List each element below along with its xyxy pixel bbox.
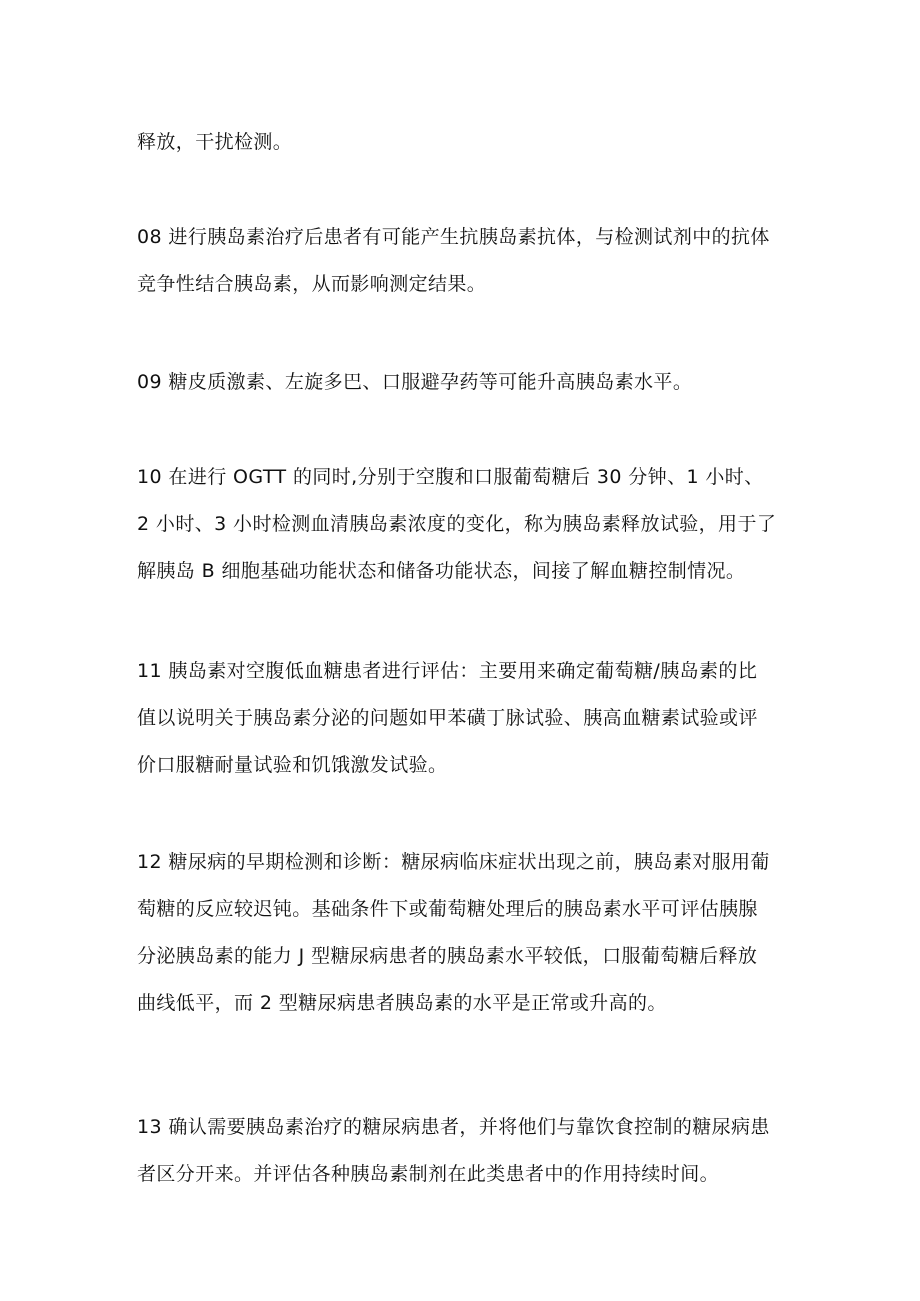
text-line: 释放，干扰检测。 (137, 131, 293, 153)
paragraph-08 (137, 225, 797, 296)
text-line: 价口服糖耐量试验和饥饿激发试验。 (137, 754, 448, 776)
text-line: 13 确认需要胰岛素治疗的糖尿病患者，并将他们与靠饮食控制的糖尿病患 (137, 1116, 770, 1138)
text-line: 08 进行胰岛素治疗后患者有可能产生抗胰岛素抗体，与检测试剂中的抗体 (137, 226, 770, 248)
text-line: 萄糖的反应较迟钝。基础条件下或葡萄糖处理后的胰岛素水平可评估胰腺 (137, 898, 758, 920)
text-line: 分泌胰岛素的能力 J 型糖尿病患者的胰岛素水平较低，口服葡萄糖后释放 (137, 945, 758, 967)
paragraph-09 (137, 370, 797, 394)
text-line: 值以说明关于胰岛素分泌的问题如甲苯磺丁脉试验、胰高血糖素试验或评 (137, 707, 758, 729)
paragraph-11 (137, 659, 797, 777)
text-line: 竞争性结合胰岛素，从而影响测定结果。 (137, 273, 487, 295)
text-line: 11 胰岛素对空腹低血糖患者进行评估：主要用来确定葡萄糖/胰岛素的比 (137, 660, 758, 682)
text-line: 者区分开来。并评估各种胰岛素制剂在此类患者中的作用持续时间。 (137, 1163, 720, 1185)
text-line: 12 糖尿病的早期检测和诊断：糖尿病临床症状出现之前，胰岛素对服用葡 (137, 851, 770, 873)
text-line: 2 小时、3 小时检测血清胰岛素浓度的变化，称为胰岛素释放试验，用于了 (137, 513, 777, 535)
text-line: 解胰岛 B 细胞基础功能状态和储备功能状态，间接了解血糖控制情况。 (137, 560, 746, 582)
paragraph-12 (137, 850, 797, 1015)
paragraph-10 (137, 465, 797, 583)
text-line: 曲线低平，而 2 型糖尿病患者胰岛素的水平是正常或升高的。 (137, 992, 667, 1014)
paragraph-13 (137, 1115, 797, 1186)
text-line: 09 糖皮质激素、左旋多巴、口服避孕药等可能升高胰岛素水平。 (137, 371, 693, 393)
text-line: 10 在进行 OGTT 的同时,分别于空腹和口服葡萄糖后 30 分钟、1 小时、 (137, 466, 764, 488)
paragraph-continuation (137, 130, 797, 154)
